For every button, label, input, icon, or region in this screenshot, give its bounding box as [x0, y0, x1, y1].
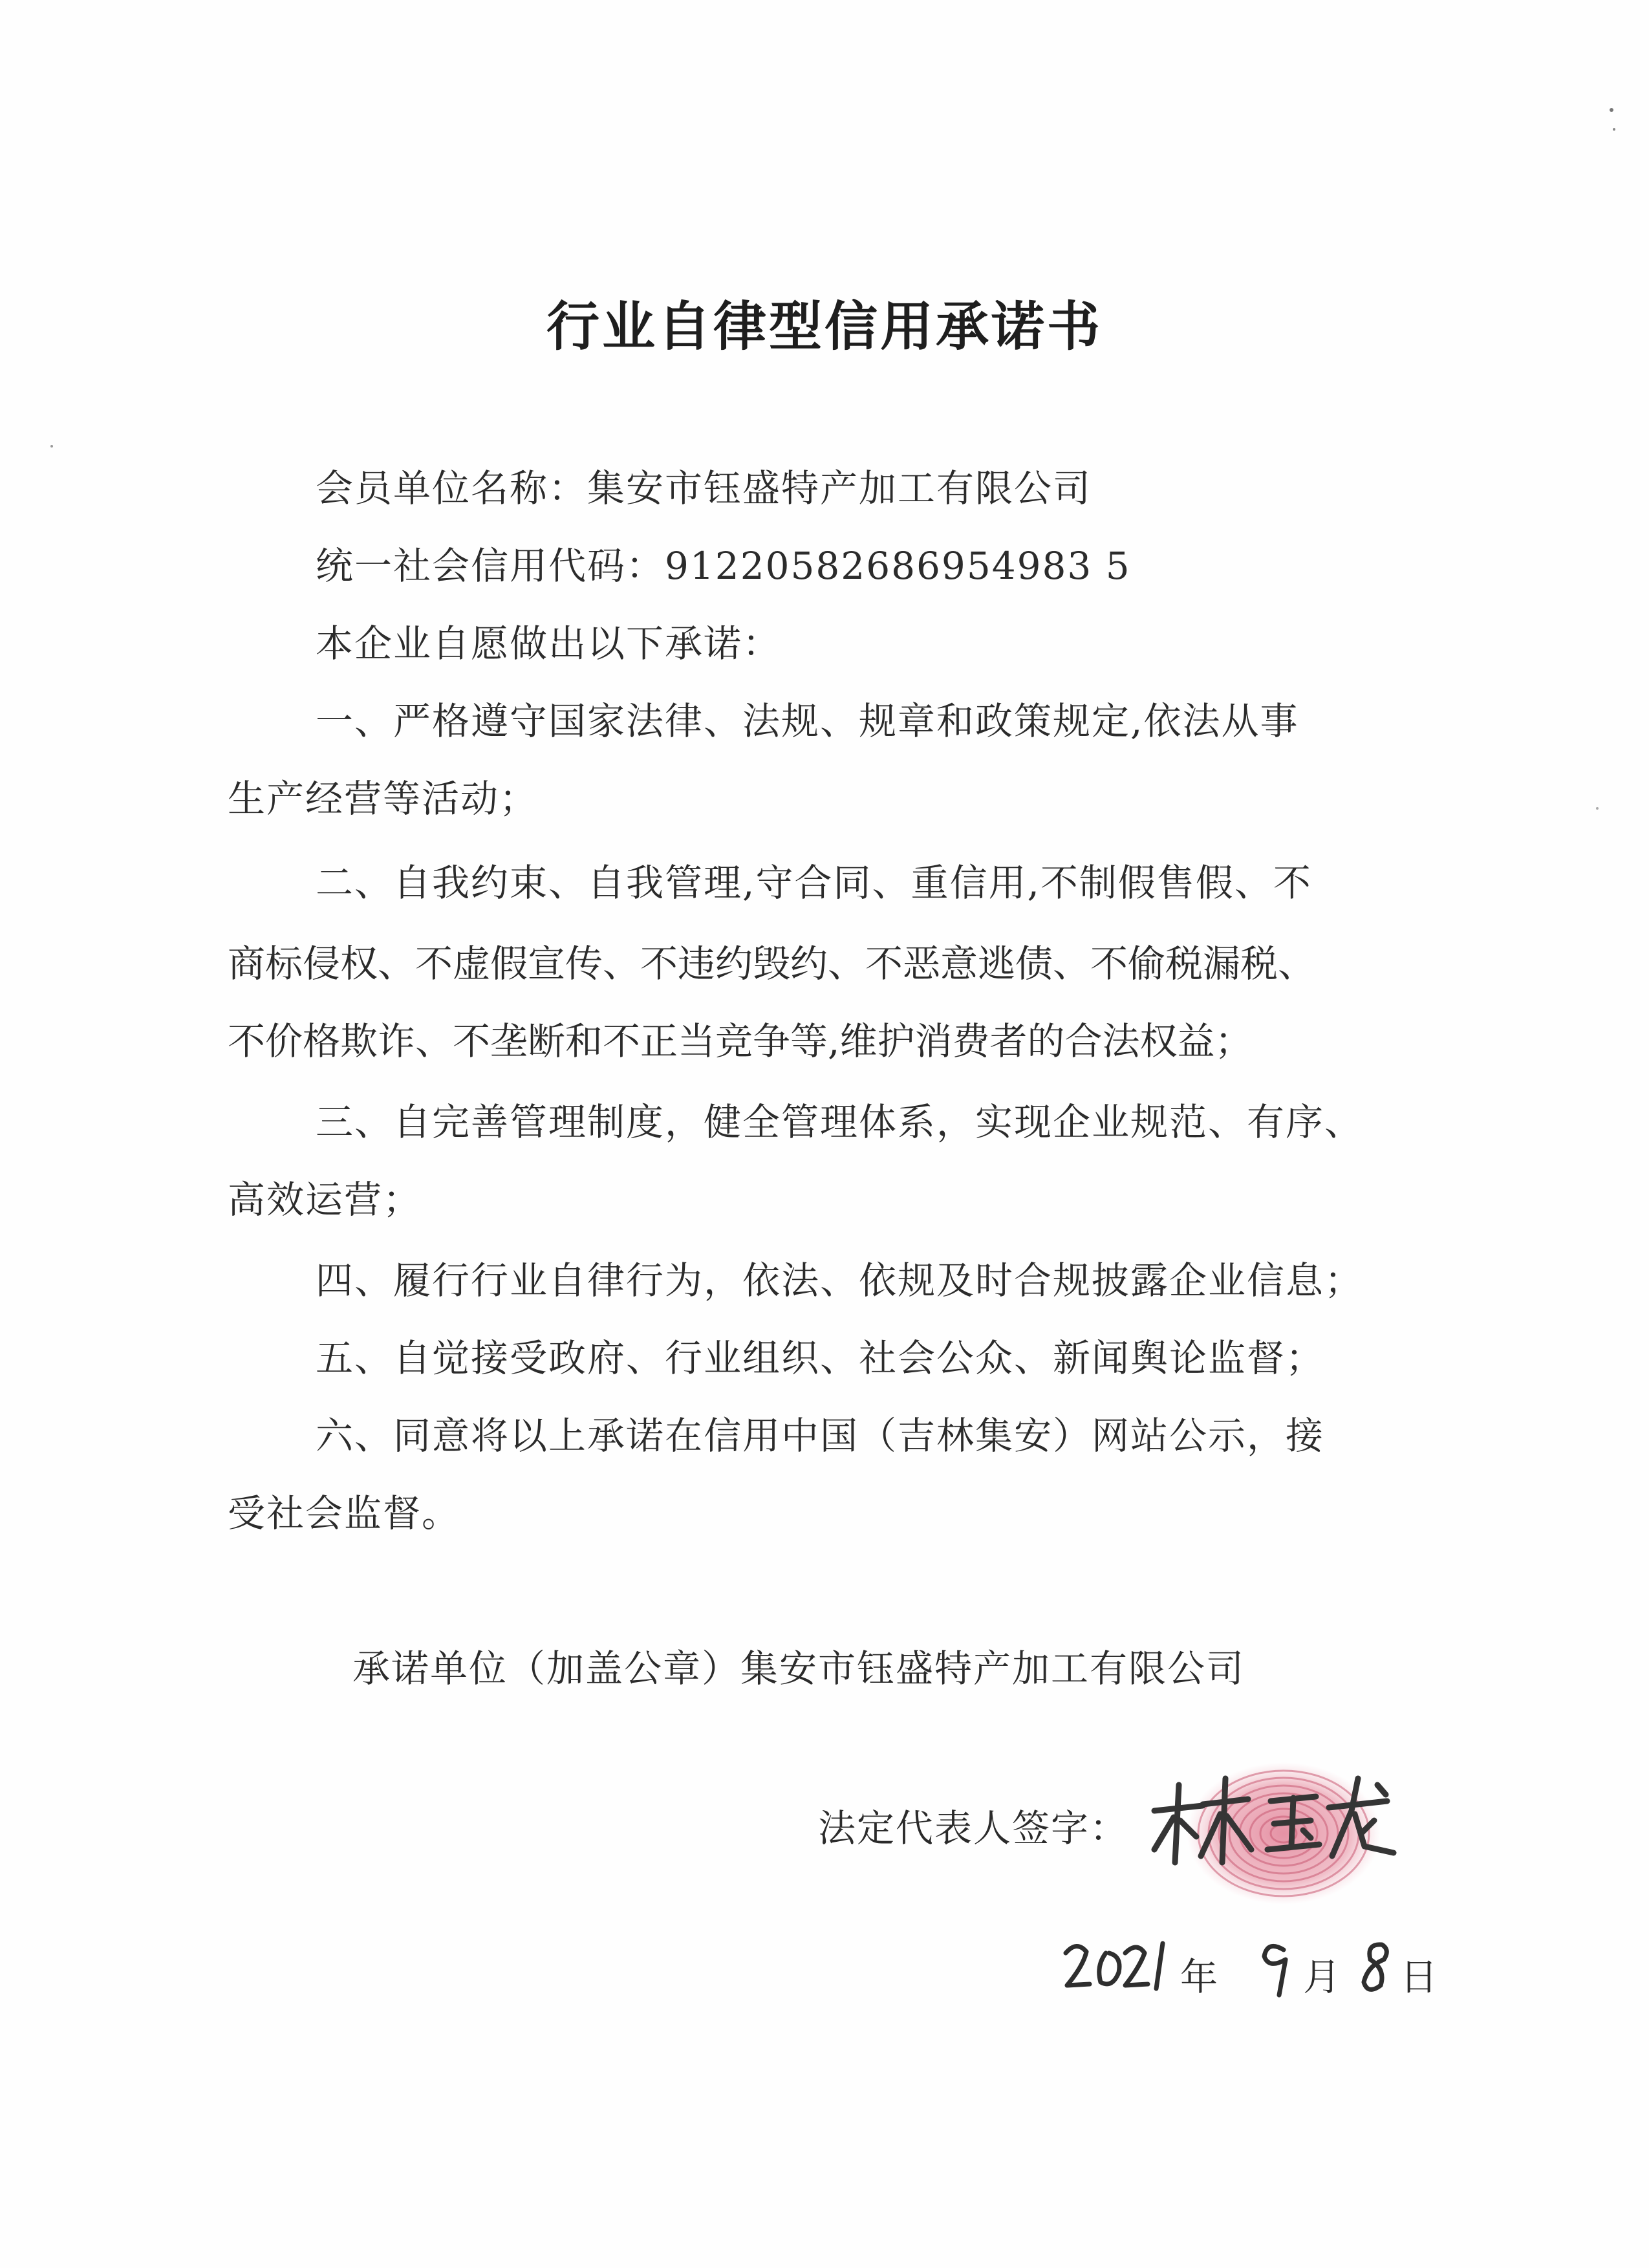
intro-line: 本企业自愿做出以下承诺：: [316, 621, 782, 665]
commitment-item-2-line-2: 商标侵权、不虚假宣传、不违约毁约、不恶意逃债、不偷税漏税、: [228, 942, 1316, 986]
date-block: [1061, 1914, 1513, 2018]
handwritten-day: [1355, 1930, 1400, 2002]
commitment-item-3-line-1: 三、自完善管理制度，健全管理体系，实现企业规范、有序、: [316, 1100, 1364, 1144]
commitment-item-5-line-1: 五、自觉接受政府、行业组织、社会公众、新闻舆论监督；: [316, 1336, 1325, 1380]
commitment-item-6-line-2: 受社会监督。: [228, 1491, 461, 1535]
date-year-unit: 年: [1180, 1955, 1218, 1999]
handwritten-signature: [1141, 1766, 1400, 1869]
handwritten-year: [1061, 1927, 1177, 1998]
commitment-item-2-line-3: 不价格欺诈、不垄断和不正当竞争等,维护消费者的合法权益；: [228, 1019, 1253, 1063]
commitment-item-4-line-1: 四、履行行业自律行为，依法、依规及时合规披露企业信息；: [316, 1258, 1364, 1302]
commitment-item-6-line-1: 六、同意将以上承诺在信用中国（吉林集安）网站公示，接: [316, 1414, 1325, 1458]
commitment-item-2-line-1: 二、自我约束、自我管理,守合同、重信用,不制假售假、不: [316, 861, 1312, 905]
commitment-item-1-line-2: 生产经营等活动；: [228, 777, 539, 821]
member-unit-line: 会员单位名称：集安市钰盛特产加工有限公司: [316, 466, 1092, 510]
commitment-item-1-line-1: 一、严格遵守国家法律、法规、规章和政策规定,依法从事: [316, 699, 1299, 743]
credit-code-line: 统一社会信用代码：91220582686954983 5: [316, 544, 1131, 588]
signature-block: [818, 1759, 1465, 1901]
pledge-unit-line: 承诺单位（加盖公章）集安市钰盛特产加工有限公司: [352, 1647, 1245, 1690]
handwritten-month: [1255, 1930, 1300, 2002]
date-month-unit: 月: [1303, 1955, 1341, 1999]
signature-label: 法定代表人签字：: [818, 1806, 1129, 1850]
date-day-unit: 日: [1400, 1955, 1438, 1999]
commitment-item-3-line-2: 高效运营；: [228, 1178, 422, 1222]
page-title: 行业自律型信用承诺书: [546, 296, 1103, 358]
